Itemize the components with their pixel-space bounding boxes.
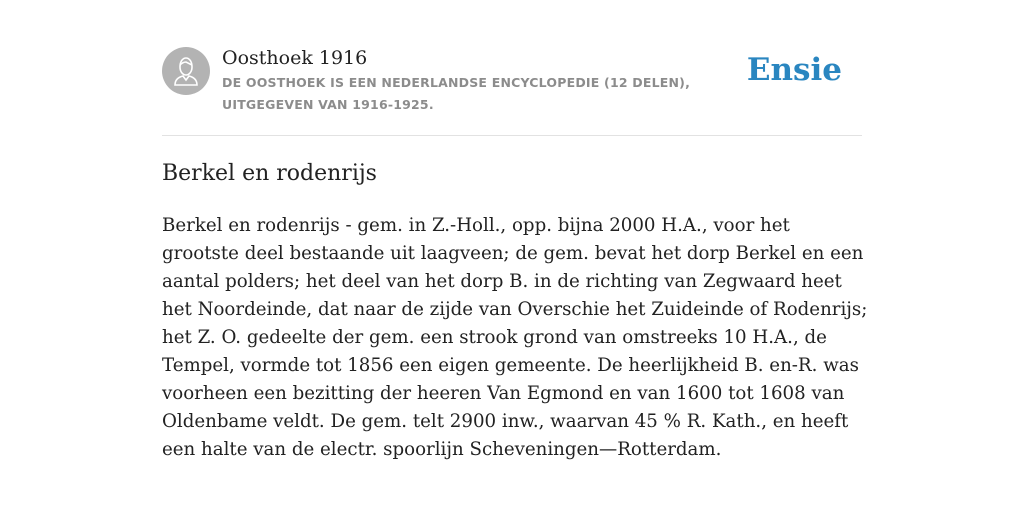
entry-title: Berkel en rodenrijs [162,161,377,186]
header-divider [162,135,862,136]
source-header [162,46,862,116]
entry-body: Berkel en rodenrijs - gem. in Z.-Holl., opp. bijna 2000 H.A., voor het grootste deel bestaande uit laagveen; de gem. bevat het dorp Berkel en een aantal polders; het deel van het dorp B. in de richting van Zegwaard heet het Noordeinde, dat naar de zijde van Overschie het Zuideinde of Rodenrijs; het Z. O. gedeelte der gem. een strook grond van omstreeks 10 H.A., de Tempel, vormde tot 1856 een eigen gemeente. De heerlijkheid B. en-R. was voorheen een bezitting der heeren Van Egmond en van 1600 tot 1608 van Oldenbame veldt. De gem. telt 2900 inw., waarvan 45 % R. Kath., en heeft een halte van de electr. spoorlijn Scheveningen—Rotterdam. [162,215,868,460]
ensie-logo[interactable]: Ensie [746,52,842,88]
source-description: DE OOSTHOEK IS EEN NEDERLANDSE ENCYCLOPEDIE (12 DELEN), UITGEGEVEN VAN 1916-1925. [222,75,691,112]
source-title[interactable]: Oosthoek 1916 [222,47,368,69]
user-avatar-icon[interactable] [162,47,210,95]
